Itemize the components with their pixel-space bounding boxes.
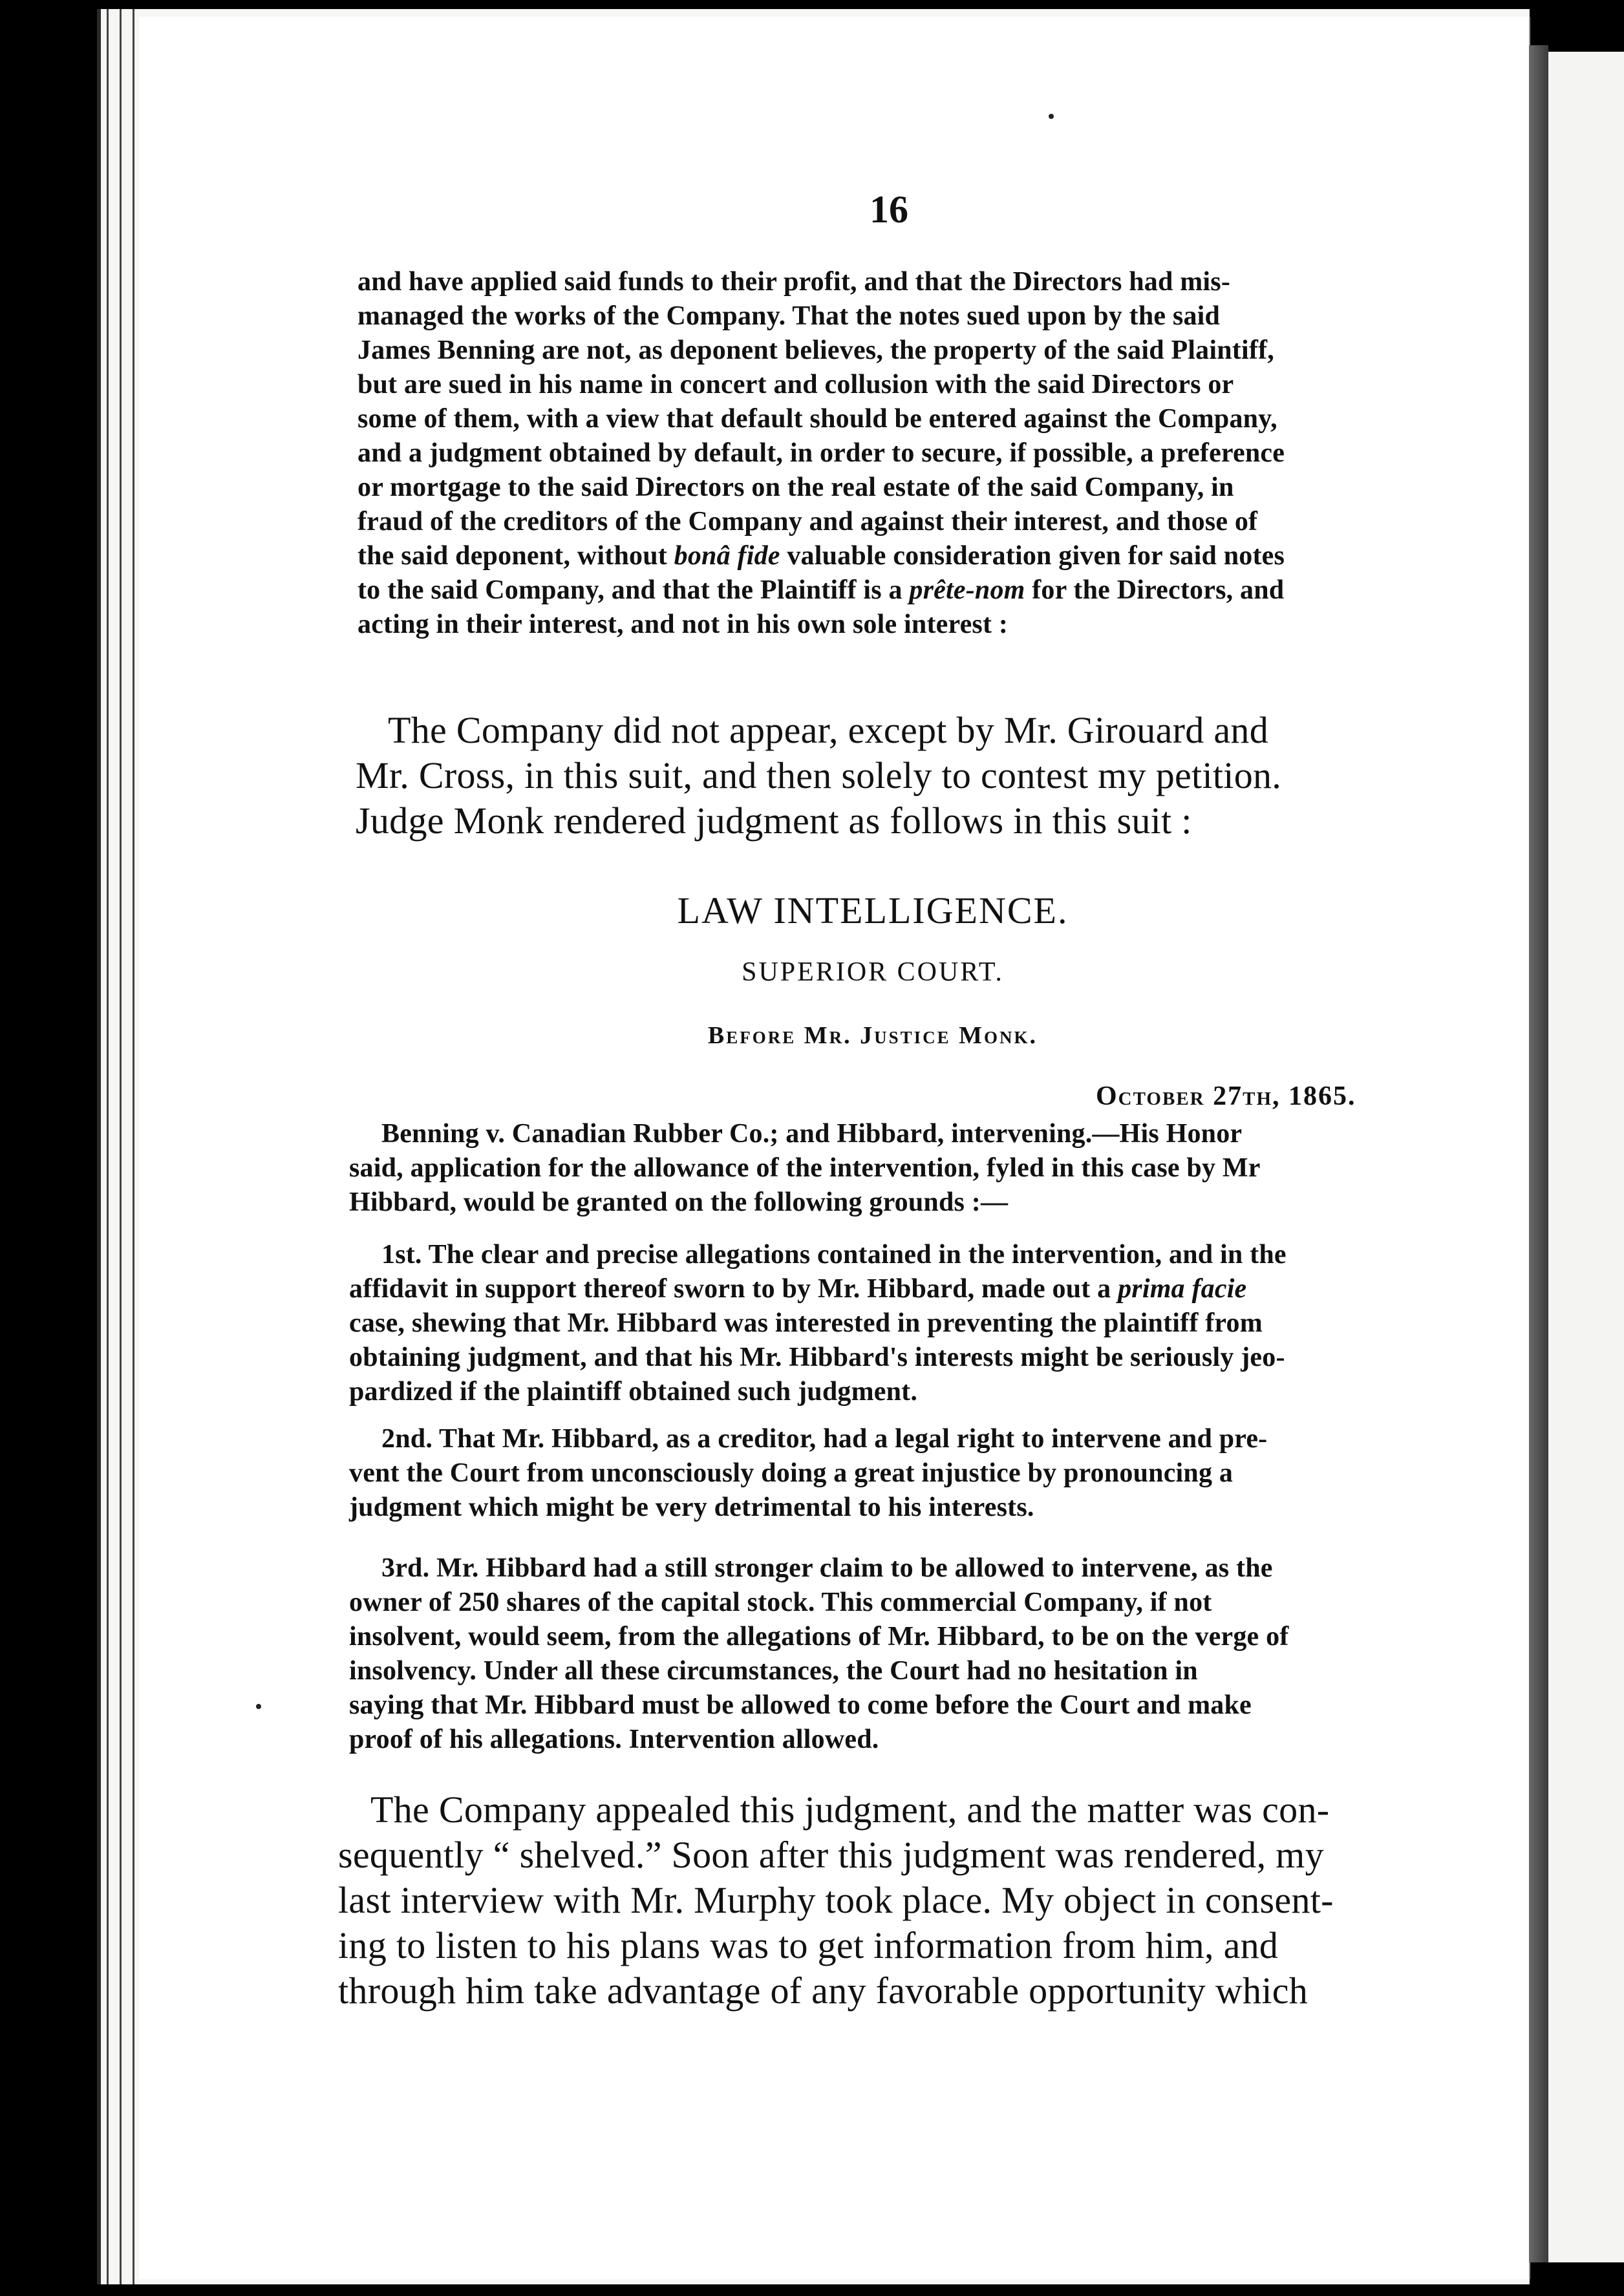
text-line: 1st. The clear and precise allegations contained in the intervention, and in the (381, 1240, 1287, 1270)
text-line: or mortgage to the said Directors on the real estate of the said Company, in (358, 473, 1234, 502)
case-paragraph (349, 1117, 1261, 1220)
page-edge-line (120, 9, 122, 2284)
text-line: last interview with Mr. Murphy took place. My object in consent- (338, 1879, 1334, 1921)
affidavit-paragraph (358, 265, 1285, 642)
speck (256, 1704, 261, 1709)
ground-third (349, 1551, 1288, 1757)
text-line: affidavit in support thereof sworn to by Mr. Hibbard, made out a prima facie (349, 1274, 1247, 1304)
page-edge-line (107, 9, 109, 2284)
text-line: insolvency. Under all these circumstances, the Court had no hesitation in (349, 1656, 1198, 1686)
page-edge-line (133, 9, 134, 2284)
text-line: James Benning are not, as deponent believes, the property of the said Plaintiff, (358, 335, 1274, 365)
speck (1049, 114, 1054, 119)
judge-heading: Before Mr. Justice Monk. (707, 1022, 1038, 1049)
text-line: 2nd. That Mr. Hibbard, as a creditor, had a legal right to intervene and pre- (381, 1424, 1268, 1454)
closing-paragraph (338, 1787, 1334, 2014)
ground-first (349, 1238, 1287, 1409)
text-line: insolvent, would seem, from the allegations of Mr. Hibbard, to be on the verge of (349, 1622, 1289, 1652)
text-line: judgment which might be very detrimental to his interests. (349, 1493, 1034, 1522)
text-line: acting in their interest, and not in his own sole interest : (358, 610, 1009, 639)
text-line: case, shewing that Mr. Hibbard was interested in preventing the plaintiff from (349, 1308, 1263, 1338)
text-line: The Company appealed this judgment, and the matter was con- (370, 1789, 1330, 1831)
text-line: obtaining judgment, and that his Mr. Hibbard's interests might be seriously jeo- (349, 1343, 1285, 1372)
text-line: sequently “ shelved.” Soon after this judgment was rendered, my (338, 1834, 1324, 1876)
text-line: managed the works of the Company. That the notes sued upon by the said (358, 301, 1221, 331)
text-line: to the said Company, and that the Plaintiff is a prête-nom for the Directors, and (358, 575, 1285, 605)
text-line: 3rd. Mr. Hibbard had a still stronger claim to be allowed to intervene, as the (381, 1553, 1273, 1583)
text-line: Benning v. Canadian Rubber Co.; and Hibbard, intervening.—His Honor (381, 1119, 1243, 1149)
text-line: some of them, with a view that default should be entered against the Company, (358, 404, 1277, 434)
page-number: 16 (870, 188, 908, 231)
text-line: through him take advantage of any favorable opportunity which (338, 1970, 1309, 2012)
text-line: and have applied said funds to their profit, and that the Directors had mis- (358, 267, 1231, 297)
text-line: saying that Mr. Hibbard must be allowed to come before the Court and make (349, 1690, 1252, 1720)
text-line: and a judgment obtained by default, in order to secure, if possible, a preference (358, 438, 1285, 468)
text-line: Judge Monk rendered judgment as follows in this suit : (356, 800, 1192, 842)
text-line: Hibbard, would be granted on the following grounds :— (349, 1187, 1009, 1217)
text-line: The Company did not appear, except by Mr. Girouard and (388, 709, 1269, 751)
text-line: vent the Court from unconsciously doing a great injustice by pronouncing a (349, 1458, 1234, 1488)
text-line: the said deponent, without bonâ fide valuable consideration given for said notes (358, 541, 1285, 571)
law-intelligence-heading: LAW INTELLIGENCE. (677, 889, 1069, 931)
text-line: proof of his allegations. Intervention allowed. (349, 1725, 879, 1754)
text-line: Mr. Cross, in this suit, and then solely to contest my petition. (356, 754, 1282, 796)
text-line: fraud of the creditors of the Company and against their interest, and those of (358, 507, 1258, 537)
narrative-paragraph (356, 708, 1281, 844)
ground-second (349, 1422, 1267, 1525)
facing-page-edge (1548, 52, 1624, 2262)
gutter-shadow (1529, 45, 1548, 2262)
text-line: said, application for the allowance of the intervention, fyled in this case by Mr (349, 1153, 1261, 1183)
court-heading: SUPERIOR COURT. (742, 957, 1004, 987)
text-line: but are sued in his name in concert and collusion with the said Directors or (358, 370, 1234, 399)
judgment-date: October 27th, 1865. (1096, 1081, 1356, 1111)
text-line: ing to listen to his plans was to get information from him, and (338, 1924, 1279, 1966)
text-line: pardized if the plaintiff obtained such judgment. (349, 1377, 918, 1407)
text-line: owner of 250 shares of the capital stock. This commercial Company, if not (349, 1588, 1212, 1617)
